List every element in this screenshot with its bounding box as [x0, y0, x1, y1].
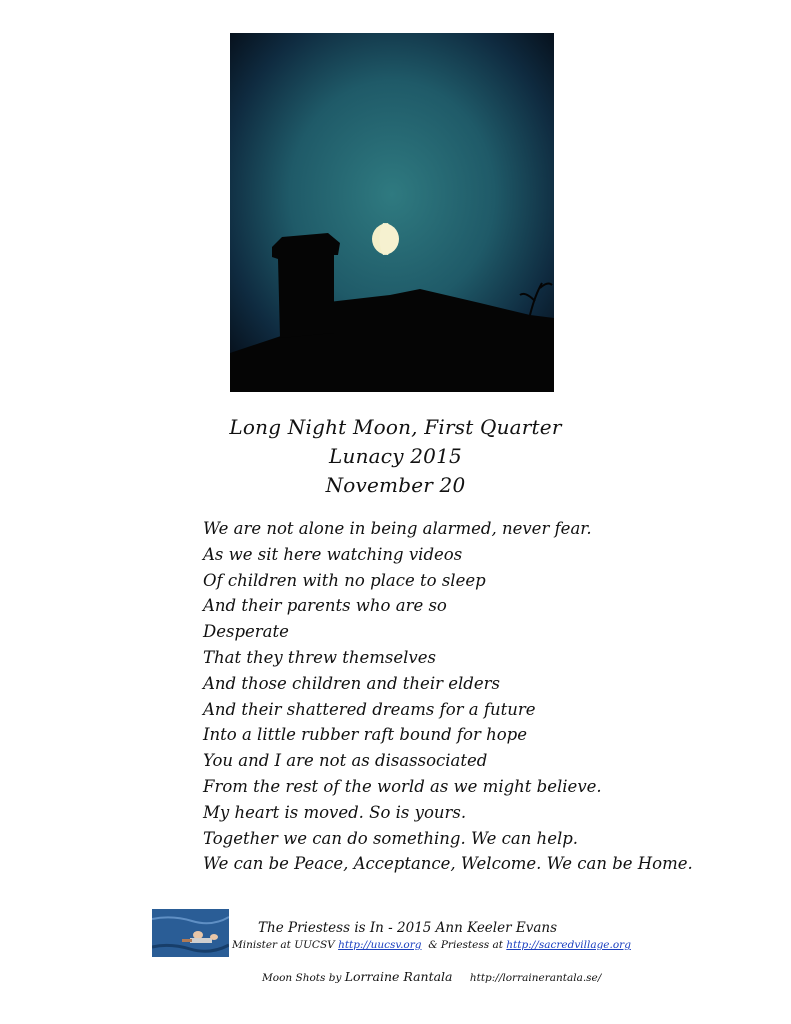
footer-affiliations: [232, 939, 631, 951]
poem-line: Desperate: [203, 622, 289, 642]
poem-line: That they threw themselves: [203, 647, 436, 667]
poem-line: Of children with no place to sleep: [203, 570, 486, 590]
poem-line: We can be Peace, Acceptance, Welcome. We can be Home.: [203, 854, 693, 874]
poem-line: Together we can do something. We can help.: [203, 828, 579, 848]
swimmer-photo-drawing: [152, 909, 229, 957]
moonshots-label: Moon Shots by: [262, 972, 342, 984]
poem-line: My heart is moved. So is yours.: [203, 802, 467, 822]
poem-line: Into a little rubber raft bound for hope: [203, 725, 527, 745]
priestess-label: & Priestess at: [428, 939, 503, 951]
poem-title: Long Night Moon, First Quarter: [229, 415, 562, 439]
poem-line: From the rest of the world as we might believe.: [203, 776, 602, 796]
chimney-silhouette: [272, 233, 340, 338]
footer-credit: The Priestess is In - 2015 Ann Keeler Evans: [258, 920, 558, 936]
swimmer-photo: [152, 909, 229, 957]
poem-line: And their parents who are so: [203, 596, 447, 616]
photographer-url: http://lorrainerantala.se/: [469, 972, 602, 984]
minister-label: Minister at UUCSV: [232, 939, 335, 951]
moon-photo-drawing: [230, 33, 554, 392]
poem-line: As we sit here watching videos: [203, 544, 463, 564]
poem-line: We are not alone in being alarmed, never fear.: [203, 519, 592, 538]
poem-subtitle: Lunacy 2015: [329, 444, 462, 468]
poem-line: And their shattered dreams for a future: [203, 699, 536, 719]
poem-line: You and I are not as disassociated: [203, 751, 488, 771]
photographer-name: Lorraine Rantala: [344, 969, 453, 984]
uucsv-link[interactable]: http://uucsv.org: [338, 939, 422, 951]
moon-photo: [230, 33, 554, 392]
poem-line: And those children and their elders: [203, 673, 500, 693]
sacredvillage-link[interactable]: http://sacredvillage.org: [506, 939, 631, 951]
poem-body: [203, 516, 723, 877]
poem-date: November 20: [325, 473, 466, 497]
photo-credit: [262, 969, 601, 984]
